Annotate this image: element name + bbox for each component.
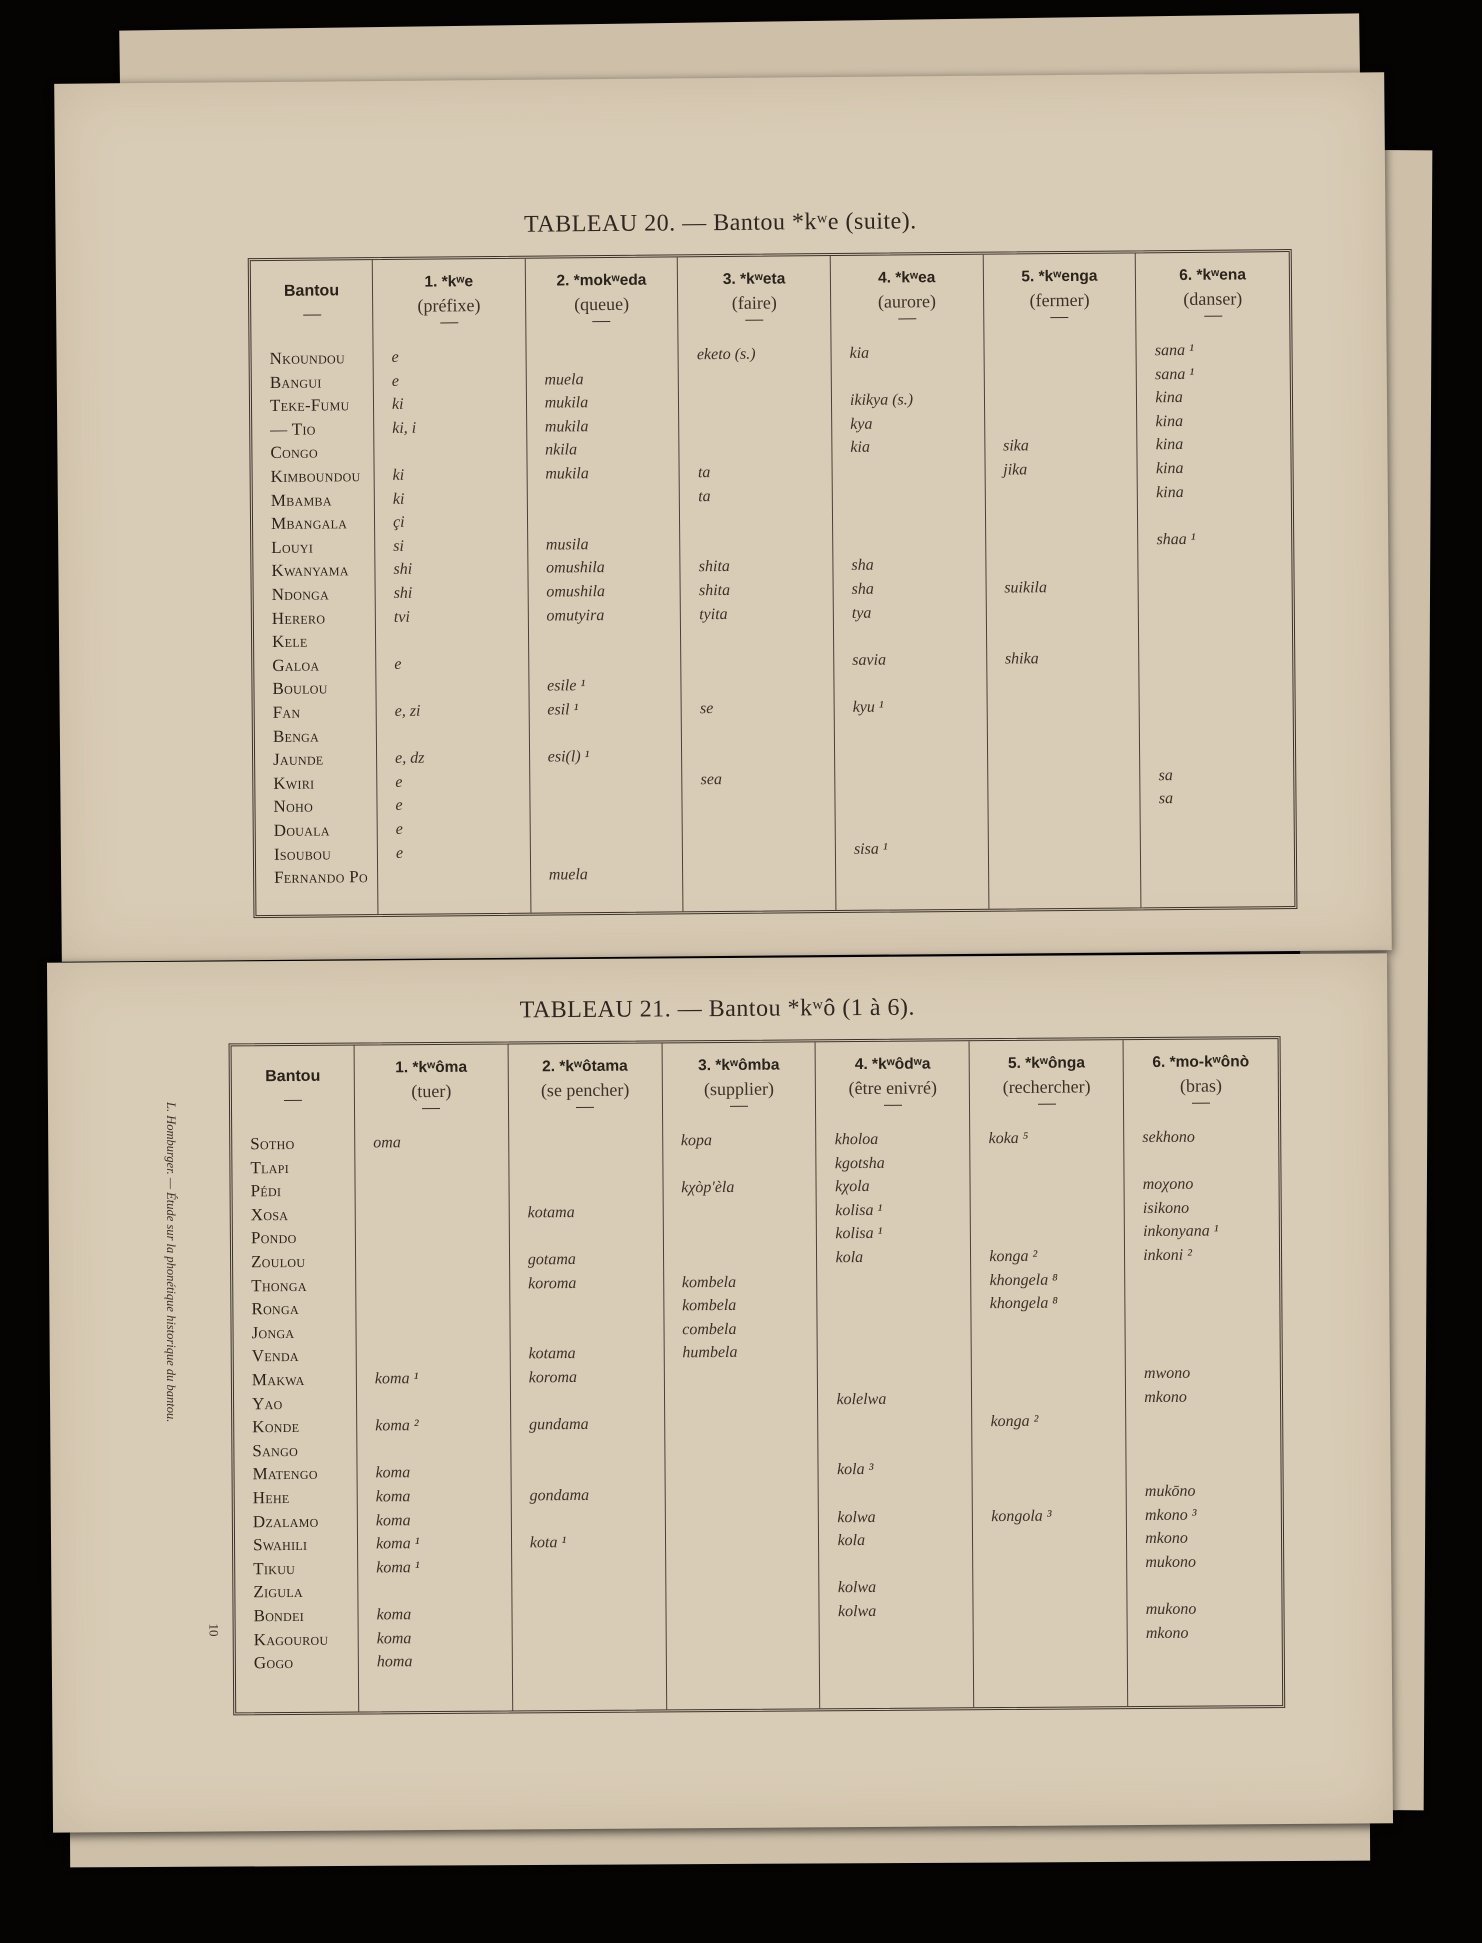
- table-cell: ikikya (s.): [849, 391, 914, 410]
- language-name: Zigula: [253, 1582, 303, 1602]
- table-cell: kya: [850, 415, 873, 433]
- column-root: 4. *kʷea: [878, 269, 936, 287]
- table-cell: mukōno: [1144, 1482, 1196, 1501]
- language-name: Kimboundou: [270, 466, 361, 486]
- language-name: Bangui: [269, 372, 322, 392]
- table-cell: e, zi: [394, 702, 421, 720]
- language-name: Louyi: [271, 537, 314, 557]
- form-column-4: [816, 1041, 974, 1708]
- table-cell: tvi: [393, 608, 410, 626]
- column-gloss: (rechercher): [1002, 1076, 1091, 1098]
- table-cell: shi: [393, 584, 413, 602]
- table-cell: e: [391, 372, 399, 390]
- column-header: [373, 273, 525, 324]
- language-name: Bondei: [253, 1605, 305, 1626]
- table-cell: mkono: [1145, 1529, 1188, 1548]
- table-cell: kotama: [528, 1345, 576, 1363]
- running-head-side: L. Homburger. — Étude sur la phonétique historique du bantou.: [164, 1102, 178, 1423]
- table-cell: tyita: [699, 605, 728, 623]
- table-cell: kina: [1156, 483, 1184, 501]
- table-cell: sisa ¹: [853, 840, 888, 858]
- column-root: 3. *kʷômba: [698, 1056, 780, 1075]
- language-name: Yao: [251, 1393, 283, 1413]
- column-header: [983, 267, 1135, 318]
- table-cell: kola: [837, 1532, 866, 1550]
- column-header: [355, 1058, 508, 1109]
- table-cell: esile ¹: [547, 677, 586, 695]
- language-name: Gogo: [253, 1653, 294, 1673]
- table-cell: gundama: [528, 1416, 589, 1434]
- table-cell: ta: [698, 487, 711, 505]
- column-header: [526, 271, 678, 322]
- table-cell: kχola: [835, 1178, 870, 1196]
- column-header: [1124, 1053, 1278, 1104]
- table-cell: gotama: [527, 1251, 576, 1269]
- table-cell: mukila: [545, 465, 589, 483]
- table-20-title: TABLEAU 20. — Bantou *kʷe (suite).: [524, 208, 917, 238]
- form-column-2: [525, 257, 683, 912]
- table-cell: gondama: [529, 1486, 590, 1505]
- table-cell: kolwa: [837, 1579, 877, 1597]
- table-cell: isikono: [1142, 1199, 1190, 1217]
- table-cell: kombela: [681, 1297, 737, 1315]
- column-gloss: (se pencher): [540, 1079, 630, 1101]
- table-cell: koma: [376, 1606, 412, 1624]
- table-cell: kolisa ¹: [835, 1225, 883, 1243]
- table-cell: e: [395, 797, 403, 815]
- table-cell: eketo (s.): [696, 345, 756, 364]
- form-column-1: [355, 1044, 513, 1711]
- language-name: Noho: [273, 796, 314, 817]
- table-21: [229, 1036, 1286, 1715]
- language-name: Swahili: [252, 1535, 308, 1555]
- language-name: Kwanyama: [271, 560, 349, 581]
- table-cell: khongela ⁸: [989, 1271, 1058, 1289]
- column-root: 4. *kʷôdʷa: [854, 1055, 931, 1074]
- table-cell: muela: [544, 370, 584, 389]
- table-cell: kola: [835, 1248, 864, 1267]
- language-name: Pédi: [250, 1181, 282, 1201]
- column-gloss: (fermer): [1029, 289, 1090, 311]
- language-name: Ronga: [251, 1299, 299, 1319]
- table-21-title: TABLEAU 21. — Bantou *kʷô (1 à 6).: [519, 994, 916, 1024]
- table-cell: ta: [697, 464, 711, 482]
- table-cell: kolwa: [837, 1508, 876, 1526]
- column-gloss: (tuer): [411, 1080, 452, 1102]
- form-column-4: [831, 255, 989, 910]
- bantu-header-label: Bantou: [283, 282, 340, 300]
- table-cell: jika: [1003, 461, 1028, 479]
- language-name: Zoulou: [251, 1251, 306, 1272]
- table-cell: sha: [851, 580, 874, 598]
- language-name: Konde: [252, 1417, 300, 1437]
- language-name: Kele: [271, 631, 308, 652]
- table-cell: kgotsha: [834, 1154, 885, 1172]
- language-name: Kwiri: [273, 773, 315, 793]
- language-name: Mbamba: [270, 490, 332, 510]
- table-cell: suikila: [1004, 579, 1048, 597]
- table-cell: sa: [1158, 790, 1174, 808]
- form-column-6: [1124, 1039, 1282, 1706]
- table-cell: humbela: [682, 1344, 738, 1362]
- table-cell: kopa: [680, 1132, 713, 1150]
- table-cell: koroma: [527, 1274, 577, 1292]
- table-cell: koroma: [528, 1368, 578, 1387]
- column-gloss: (supplier): [703, 1078, 775, 1100]
- language-name: Mbangala: [270, 513, 348, 534]
- table-cell: koma: [375, 1488, 411, 1506]
- table-cell: esil ¹: [547, 701, 579, 719]
- table-cell: mwono: [1143, 1364, 1191, 1383]
- table-cell: sana ¹: [1154, 341, 1194, 360]
- form-column-6: [1136, 252, 1294, 907]
- table-cell: sika: [1002, 437, 1029, 455]
- table-cell: ki: [391, 395, 404, 414]
- table-cell: mkono ³: [1144, 1506, 1197, 1524]
- column-header: [678, 270, 830, 321]
- bantu-header: [251, 282, 372, 316]
- table-cell: kina: [1155, 412, 1184, 431]
- language-column: [251, 260, 379, 915]
- table-cell: koma: [376, 1629, 412, 1647]
- language-name: Pondo: [250, 1228, 297, 1248]
- language-name: Fernando Po: [274, 867, 369, 888]
- column-gloss: (faire): [731, 292, 777, 313]
- table-cell: e: [391, 348, 399, 366]
- language-name: Nkoundou: [269, 348, 346, 368]
- language-name: Hehe: [252, 1488, 290, 1508]
- column-root: 2. *mokʷeda: [556, 271, 647, 290]
- table-cell: kongola ³: [991, 1507, 1052, 1525]
- table-cell: kina: [1155, 389, 1183, 407]
- table-cell: shaa ¹: [1156, 530, 1196, 549]
- column-root: 6. *mo-kʷônò: [1152, 1053, 1250, 1071]
- language-name: Tlapi: [250, 1157, 290, 1177]
- table-cell: sekhono: [1142, 1128, 1195, 1147]
- table-cell: se: [699, 700, 714, 718]
- table-cell: mukila: [544, 417, 589, 436]
- column-header: [970, 1054, 1123, 1105]
- table-cell: combela: [682, 1320, 737, 1339]
- column-root: 2. *kʷôtama: [542, 1057, 628, 1076]
- column-gloss: (être enivré): [848, 1077, 938, 1099]
- language-name: Fan: [272, 702, 301, 722]
- form-column-5: [983, 253, 1141, 908]
- column-header: [1136, 266, 1289, 317]
- table-cell: mukono: [1145, 1553, 1197, 1571]
- language-name: Isoubou: [273, 844, 332, 864]
- table-20: [248, 249, 1298, 918]
- table-cell: konga ²: [989, 1247, 1038, 1266]
- language-name: Venda: [251, 1346, 299, 1366]
- table-cell: shita: [698, 558, 730, 576]
- column-header: [508, 1057, 661, 1108]
- language-name: Thonga: [251, 1275, 307, 1295]
- column-header: [816, 1055, 969, 1106]
- table-cell: koma ¹: [375, 1535, 420, 1553]
- language-name: Sango: [252, 1440, 299, 1461]
- table-cell: oma: [373, 1134, 401, 1152]
- table-cell: sana ¹: [1155, 365, 1195, 383]
- page-number: 10: [206, 1623, 222, 1637]
- column-gloss: (bras): [1179, 1075, 1222, 1096]
- table-cell: kyu ¹: [852, 698, 884, 716]
- table-cell: kia: [850, 439, 871, 457]
- language-name: Sotho: [250, 1133, 295, 1154]
- page-upper: [54, 72, 1392, 962]
- form-column-3: [678, 256, 836, 911]
- table-cell: koka ⁵: [988, 1129, 1029, 1148]
- table-cell: omutyira: [546, 606, 605, 625]
- language-name: Tikuu: [253, 1558, 296, 1579]
- language-name: Jonga: [251, 1322, 295, 1343]
- language-name: Teke-Fumu: [269, 395, 350, 416]
- table-cell: shika: [1004, 650, 1039, 668]
- table-cell: e: [395, 773, 403, 791]
- table-cell: homa: [376, 1653, 413, 1671]
- table-cell: musila: [545, 535, 589, 554]
- column-gloss: (danser): [1183, 288, 1243, 309]
- language-name: Makwa: [251, 1369, 305, 1390]
- language-name: Herero: [271, 608, 326, 628]
- language-name: Galoa: [272, 655, 320, 675]
- column-root: 5. *kʷenga: [1021, 267, 1098, 286]
- table-cell: kotama: [527, 1203, 575, 1222]
- table-cell: savia: [852, 651, 887, 669]
- table-cell: e, dz: [395, 749, 425, 768]
- language-name: Douala: [273, 820, 330, 840]
- language-name: Dzalamo: [252, 1511, 319, 1531]
- table-cell: muela: [548, 866, 588, 884]
- language-name: Benga: [272, 726, 320, 746]
- column-gloss: (préfixe): [417, 295, 481, 316]
- table-cell: sha: [851, 557, 874, 575]
- table-cell: kina: [1155, 459, 1184, 478]
- table-cell: kolwa: [837, 1602, 877, 1621]
- language-name: Xosa: [250, 1204, 289, 1225]
- language-name: Kagourou: [253, 1629, 329, 1649]
- table-cell: kombela: [681, 1273, 737, 1291]
- table-cell: si: [393, 537, 404, 555]
- column-root: 1. *kʷe: [424, 273, 474, 291]
- table-cell: kia: [849, 344, 870, 362]
- table-cell: e: [394, 655, 402, 673]
- table-cell: ki: [392, 466, 405, 484]
- column-root: 1. *kʷôma: [395, 1058, 468, 1077]
- table-cell: koma: [375, 1464, 411, 1482]
- table-cell: sea: [700, 770, 723, 789]
- form-column-5: [970, 1040, 1128, 1707]
- column-root: 6. *kʷena: [1179, 266, 1246, 285]
- table-cell: kola ³: [836, 1461, 874, 1479]
- table-cell: sa: [1158, 766, 1173, 785]
- language-column: [232, 1046, 360, 1713]
- table-cell: e: [395, 820, 403, 838]
- table-cell: inkoni ²: [1143, 1246, 1193, 1265]
- bantu-header: [232, 1068, 354, 1102]
- table-cell: koma ²: [375, 1417, 419, 1435]
- language-name: Ndonga: [271, 584, 330, 604]
- table-cell: kχòp'èla: [681, 1179, 735, 1197]
- column-root: 3. *kʷeta: [722, 270, 786, 288]
- table-cell: mukila: [544, 394, 589, 412]
- table-cell: kolisa ¹: [835, 1201, 883, 1219]
- form-column-3: [662, 1042, 820, 1709]
- table-cell: kina: [1155, 436, 1184, 454]
- bantu-header-label: Bantou: [265, 1067, 321, 1086]
- form-column-1: [373, 259, 531, 914]
- language-name: — Tio: [270, 419, 316, 439]
- table-cell: mkono: [1144, 1388, 1187, 1406]
- table-cell: koma: [375, 1511, 411, 1529]
- table-cell: khongela ⁸: [989, 1294, 1058, 1313]
- table-cell: konga ²: [990, 1412, 1039, 1431]
- column-header: [831, 269, 983, 320]
- table-cell: esi(l) ¹: [547, 748, 590, 766]
- language-name: Matengo: [252, 1464, 318, 1484]
- table-cell: moχono: [1142, 1175, 1194, 1194]
- table-cell: nkila: [544, 441, 578, 459]
- language-name: Boulou: [272, 678, 328, 699]
- page-lower: [47, 953, 1393, 1832]
- table-cell: omushila: [546, 583, 606, 601]
- language-name: Congo: [270, 442, 319, 463]
- table-cell: çi: [392, 513, 405, 532]
- table-cell: shita: [698, 581, 731, 600]
- table-cell: kota ¹: [529, 1534, 567, 1552]
- table-cell: ki, i: [392, 419, 417, 437]
- table-cell: mukono: [1145, 1600, 1197, 1619]
- table-cell: ki: [392, 490, 405, 508]
- table-cell: koma ¹: [376, 1558, 420, 1577]
- table-cell: omushila: [546, 559, 605, 577]
- table-cell: inkonyana ¹: [1142, 1222, 1219, 1241]
- column-gloss: (queue): [574, 293, 630, 315]
- table-cell: kolelwa: [836, 1390, 887, 1408]
- form-column-2: [508, 1043, 666, 1710]
- column-gloss: (aurore): [877, 291, 937, 312]
- table-cell: koma ¹: [374, 1370, 419, 1388]
- column-header: [662, 1056, 815, 1107]
- table-cell: mkono: [1145, 1624, 1189, 1642]
- table-cell: kholoa: [834, 1130, 879, 1149]
- language-name: Jaunde: [273, 749, 324, 770]
- table-cell: tya: [851, 604, 872, 622]
- column-root: 5. *kʷônga: [1007, 1054, 1086, 1072]
- table-cell: shi: [393, 561, 413, 579]
- table-cell: e: [395, 844, 404, 862]
